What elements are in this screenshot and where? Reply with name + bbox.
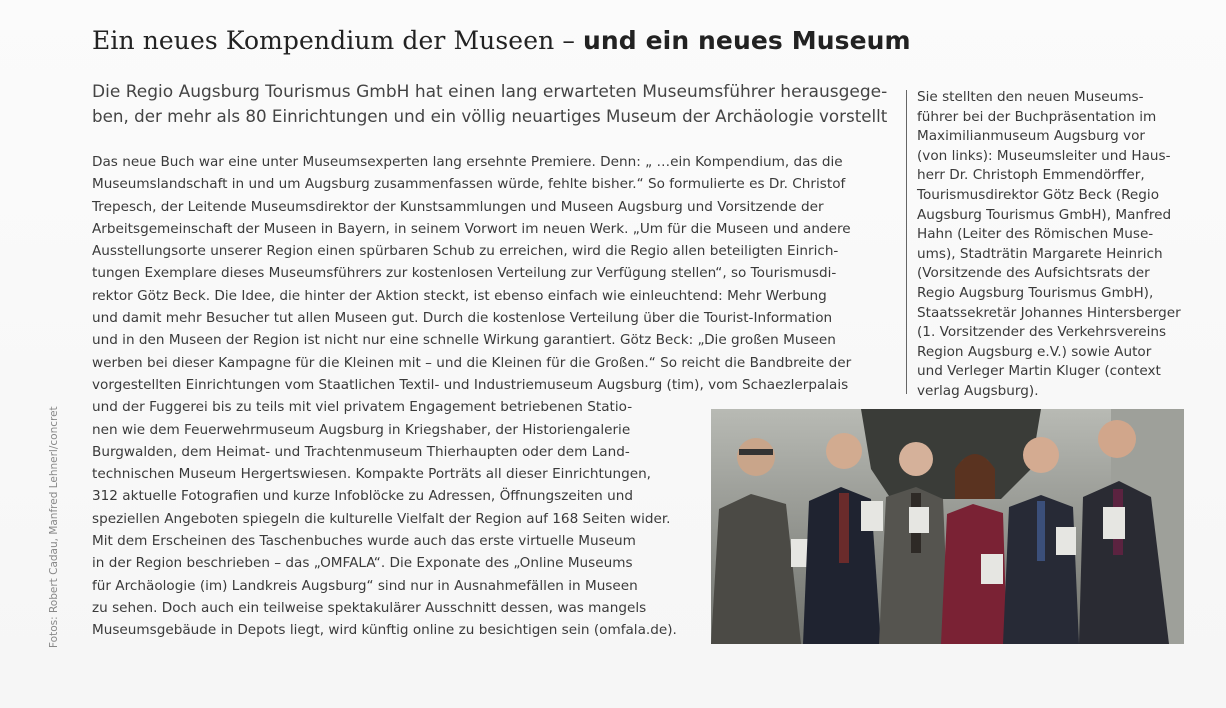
headline-bold: und ein neues Museum [583,26,911,55]
body-line: in der Region beschrieben – das „OMFALA“. Die Exponate des „Online Museums [92,555,633,572]
article-headline [92,26,1192,55]
caption-line: und Verleger Martin Kluger (context [917,363,1161,380]
caption-divider [906,90,907,394]
photo-caption [917,88,1185,402]
body-line: technischen Museum Hergertswiesen. Kompakte Porträts all dieser Einrichtungen, [92,466,652,483]
caption-line: Hahn (Leiter des Römischen Muse- [917,226,1154,243]
body-line: und damit mehr Besucher tut allen Museen gut. Durch die kostenlose Verteilung über die Tourist-Information [92,310,833,327]
body-line: Mit dem Erscheinen des Taschenbuches wurde auch das erste virtuelle Museum [92,533,636,550]
article-subhead [92,80,892,130]
body-line: Burgwalden, dem Heimat- und Trachtenmuseum Thierhaupten oder dem Land- [92,443,630,460]
body-line: und der Fuggerei bis zu teils mit viel privatem Engagement betriebenen Statio- [92,399,633,416]
body-line: zu sehen. Doch auch ein teilweise spektakulärer Ausschnitt dessen, was mangels [92,599,647,616]
caption-line: (Vorsitzende des Aufsichtsrats der [917,265,1150,282]
caption-line: Region Augsburg e.V.) sowie Autor [917,343,1152,360]
caption-line: herr Dr. Christoph Emmendörffer, [917,167,1145,184]
body-line: vorgestellten Einrichtungen vom Staatlichen Textil- und Industriemuseum Augsburg (tim), vom Schaezlerpalais [92,376,849,393]
body-line: rektor Götz Beck. Die Idee, die hinter der Aktion steckt, ist ebenso einfach wie einleuchtend: Mehr Werbung [92,287,827,304]
body-line: tungen Exemplare dieses Museumsführers zur kostenlosen Verteilung zur Verfügung stellen“, so Tourismusdi- [92,265,837,282]
subhead-line: ben, der mehr als 80 Einrichtungen und ein völlig neuartiges Museum der Archäologie vorstellt [92,107,888,127]
body-line: Museumslandschaft in und um Augsburg zusammenfassen würde, fehlte bisher.“ So formulierte es Dr. Christof [92,176,846,193]
body-line: Arbeitsgemeinschaft der Museen in Bayern, in seinem Vorwort im neuen Werk. „Um für die Museen und andere [92,220,851,237]
subhead-line: Die Regio Augsburg Tourismus GmbH hat einen lang erwarteten Museumsführer herausgege- [92,82,888,102]
body-line: werben bei dieser Kampagne für die Kleinen mit – und die Kleinen für die Großen.“ So reicht die Bandbreite der [92,354,852,371]
caption-line: verlag Augsburg). [917,382,1039,399]
body-line: 312 aktuelle Fotografien und kurze Infoblöcke zu Adressen, Öffnungszeiten und [92,488,633,505]
body-line: speziellen Angeboten spiegeln die kulturelle Vielfalt der Region auf 168 Seiten wider. [92,510,671,527]
caption-line: Regio Augsburg Tourismus GmbH), [917,284,1154,301]
group-photo [711,409,1184,644]
body-line: Trepesch, der Leitende Museumsdirektor der Kunstsammlungen und Museen Augsburg und Vorsitzende der [92,198,824,215]
group-photo-illustration [711,409,1184,644]
caption-line: (von links): Museumsleiter und Haus- [917,147,1171,164]
body-line: für Archäologie (im) Landkreis Augsburg“ sind nur in Ausnahmefällen in Museen [92,577,638,594]
caption-line: Sie stellten den neuen Museums- [917,89,1144,105]
body-line: Ausstellungsorte unserer Region einen spürbaren Schub zu erreichen, wird die Regio allen beteiligten Einrich- [92,243,839,260]
body-line: Museumsgebäude in Depots liegt, wird künftig online zu besichtigen sein (omfala.de). [92,622,677,639]
caption-line: Maximilianmuseum Augsburg vor [917,128,1146,145]
caption-line: Tourismusdirektor Götz Beck (Regio [917,186,1160,203]
body-line: Das neue Buch war eine unter Museumsexperten lang ersehnte Premiere. Denn: „ …ein Kompendium, das die [92,154,843,170]
headline-regular: Ein neues Kompendium der Museen – [92,26,583,55]
photo-credit: Fotos: Robert Cadau, Manfred Lehnerl/concret [48,406,60,648]
caption-line: ums), Stadträtin Margarete Heinrich [917,245,1163,262]
caption-line: (1. Vorsitzender des Verkehrsvereins [917,324,1167,341]
caption-line: Augsburg Tourismus GmbH), Manfred [917,206,1172,223]
caption-line: führer bei der Buchpräsentation im [917,108,1157,125]
body-line: und in den Museen der Region ist nicht nur eine schnelle Wirkung garantiert. Götz Beck: „Die großen Museen [92,332,836,349]
body-line: nen wie dem Feuerwehrmuseum Augsburg in Kriegshaber, der Historiengalerie [92,421,631,438]
caption-line: Staatssekretär Johannes Hintersberger [917,304,1181,321]
